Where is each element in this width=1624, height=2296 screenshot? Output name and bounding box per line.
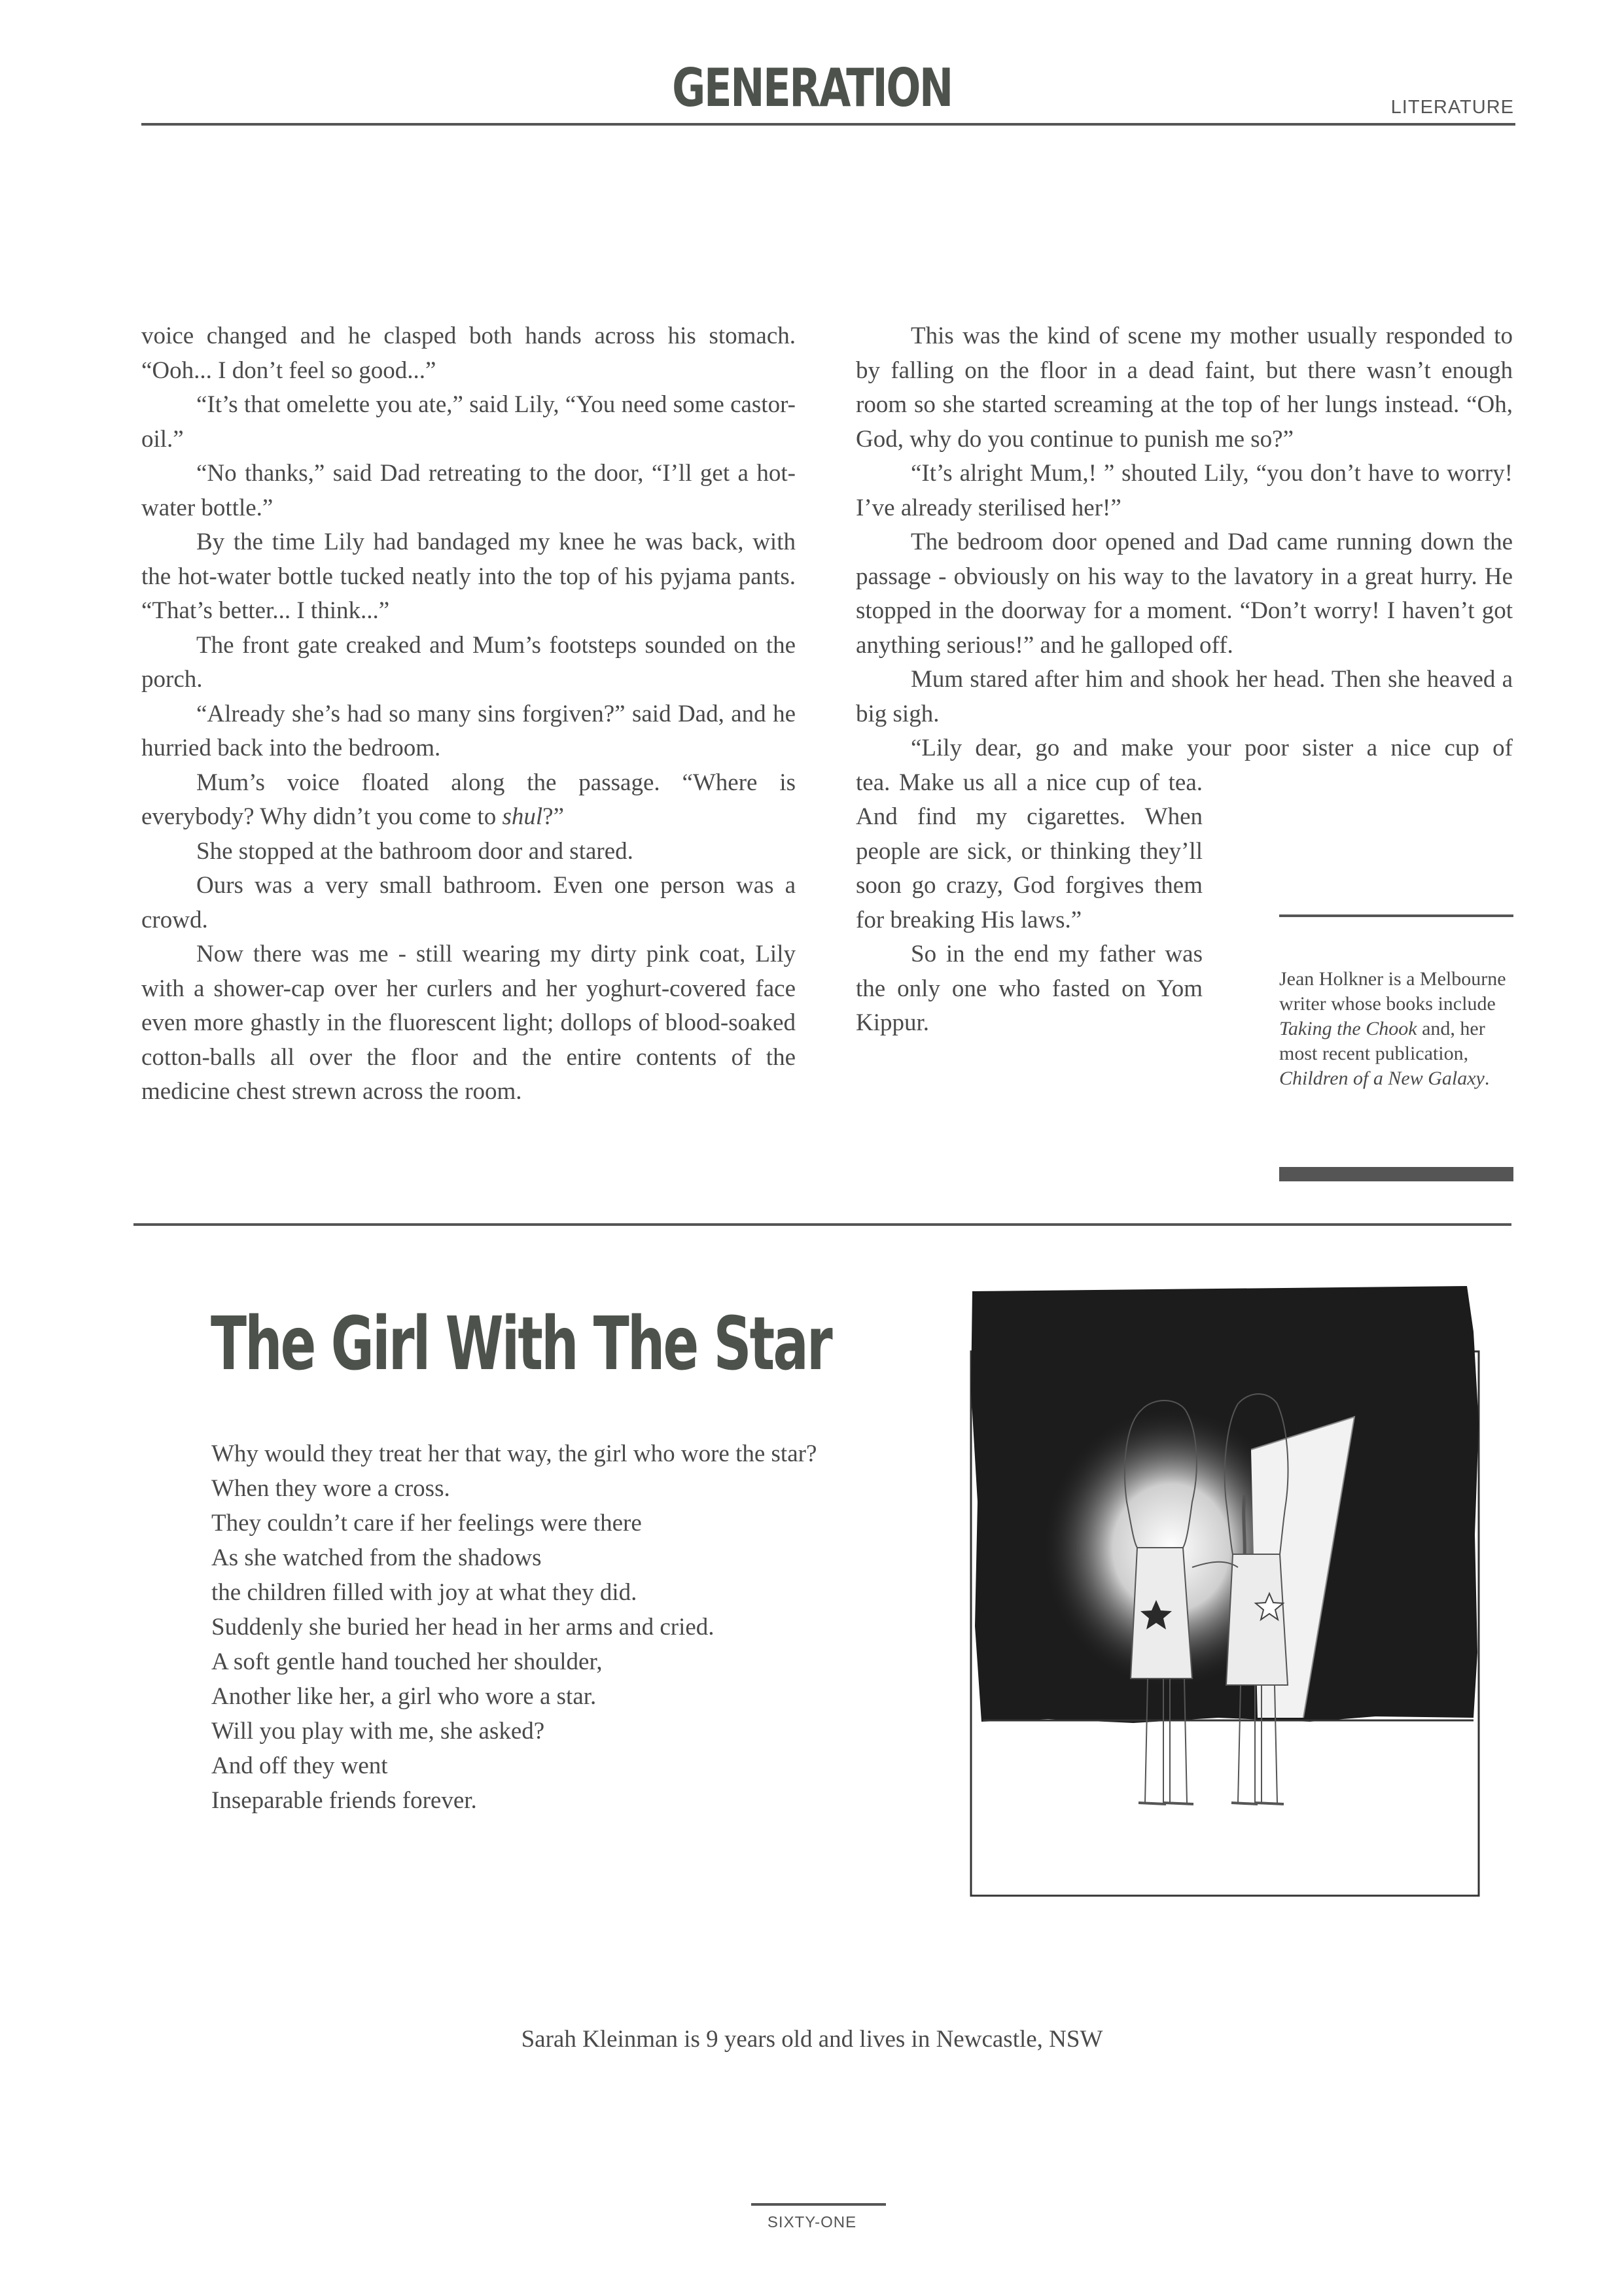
paragraph: The bedroom door opened and Dad came running down the passage - obviously on his way to the lavatory in a great hurry. He stopped in the doorway for a moment. “Don’t worry! I haven’t got anything serious!” and he galloped off. (856, 529, 1513, 659)
paragraph: voice changed and he clasped both hands across his stomach. “Ooh... I don’t feel so good...” (141, 322, 796, 384)
poem-line: Suddenly she buried her head in her arms and cried. (211, 1614, 715, 1641)
bio-bottom-bar (1279, 1167, 1513, 1181)
paragraph: Mum stared after him and shook her head. Then she heaved a big sigh. (856, 666, 1513, 727)
poem-body (211, 1436, 944, 1818)
bio-text: and, her most recent publication, (1279, 1018, 1485, 1064)
poem-line: They couldn’t care if her feelings were there (211, 1510, 642, 1537)
bio-top-rule (1279, 914, 1513, 917)
section-label: LITERATURE (1390, 97, 1514, 118)
poem-line: And off they went (211, 1752, 388, 1779)
poem-line: As she watched from the shadows (211, 1544, 542, 1571)
paragraph: “Already she’s had so many sins forgiven?” said Dad, and he hurried back into the bedroom. (141, 700, 796, 761)
paragraph: The front gate creaked and Mum’s footsteps sounded on the porch. (141, 631, 796, 693)
poem-illustration (970, 1286, 1480, 1898)
paragraph: “It’s that omelette you ate,” said Lily, “You need some castor-oil.” (141, 391, 796, 453)
poem-line: Will you play with me, she asked? (211, 1718, 545, 1745)
poem-line: the children filled with joy at what they did. (211, 1579, 637, 1606)
paragraph: “Lily dear, go and make your poor sister a nice cup of (911, 735, 1513, 761)
paragraph (141, 766, 796, 835)
bio-book-title: Taking the Chook (1279, 1018, 1417, 1039)
poem-line: When they wore a cross. (211, 1475, 450, 1502)
paragraph: tea. Make us all a nice cup of tea. And find my cigarettes. When people are sick, or thinking they’ll soon go crazy, God forgives them for breaking His laws.” (856, 769, 1203, 933)
paragraph-text: Mum’s voice floated along the passage. “Where is everybody? Why didn’t you come to (141, 769, 796, 830)
story-right-column (856, 319, 1513, 1041)
paragraph-close: ?” (542, 803, 565, 830)
paragraph: By the time Lily had bandaged my knee he was back, with the hot-water bottle tucked neatly into the top of his pyjama pants. “That’s better... I think...” (141, 529, 796, 624)
header-rule (141, 123, 1515, 126)
author-bio (1279, 967, 1515, 1091)
paragraph: This was the kind of scene my mother usually responded to by falling on the floor in a dead faint, but there wasn’t enough room so she started screaming at the top of her lungs instead. “Oh, God, why do you continue to punish me so?” (856, 322, 1513, 453)
poem-caption: Sarah Kleinman is 9 years old and lives in Newcastle, NSW (521, 2026, 1103, 2053)
paragraph: Ours was a very small bathroom. Even one person was a crowd. (141, 872, 796, 933)
bio-text: Jean Holkner is a Melbourne writer whose books include (1279, 968, 1506, 1015)
page-number: SIXTY-ONE (767, 2214, 857, 2231)
section-divider (133, 1223, 1511, 1226)
poem-title: The Girl With The Star (211, 1302, 831, 1387)
paragraph: She stopped at the bathroom door and stared. (196, 837, 633, 865)
paragraph: “No thanks,” said Dad retreating to the door, “I’ll get a hot-water bottle.” (141, 460, 796, 521)
poem-line: Why would they treat her that way, the girl who wore the star? (211, 1440, 817, 1467)
poem-line: Another like her, a girl who wore a star. (211, 1683, 597, 1710)
story-narrow-column (856, 766, 1203, 1041)
paragraph: Now there was me - still wearing my dirty pink coat, Lily with a shower-cap over her curlers and her yoghurt-covered face even more ghastly in the fluorescent light; dollops of blood-soaked cotton-balls all over the floor and the entire contents of the medicine chest strewn across the room. (141, 941, 796, 1105)
bio-book-title: Children of a New Galaxy (1279, 1068, 1485, 1089)
folio-rule (751, 2203, 886, 2206)
bio-text: . (1484, 1068, 1490, 1089)
poem-line: A soft gentle hand touched her shoulder, (211, 1648, 603, 1675)
poem-line: Inseparable friends forever. (211, 1787, 477, 1814)
italic-word: shul (502, 803, 543, 830)
paragraph: So in the end my father was the only one who fasted on Yom Kippur. (856, 941, 1203, 1036)
story-left-column (141, 319, 796, 1109)
paragraph: “It’s alright Mum,! ” shouted Lily, “you don’t have to worry! I’ve already sterilised her!” (856, 460, 1513, 521)
masthead: GENERATION (672, 58, 952, 118)
